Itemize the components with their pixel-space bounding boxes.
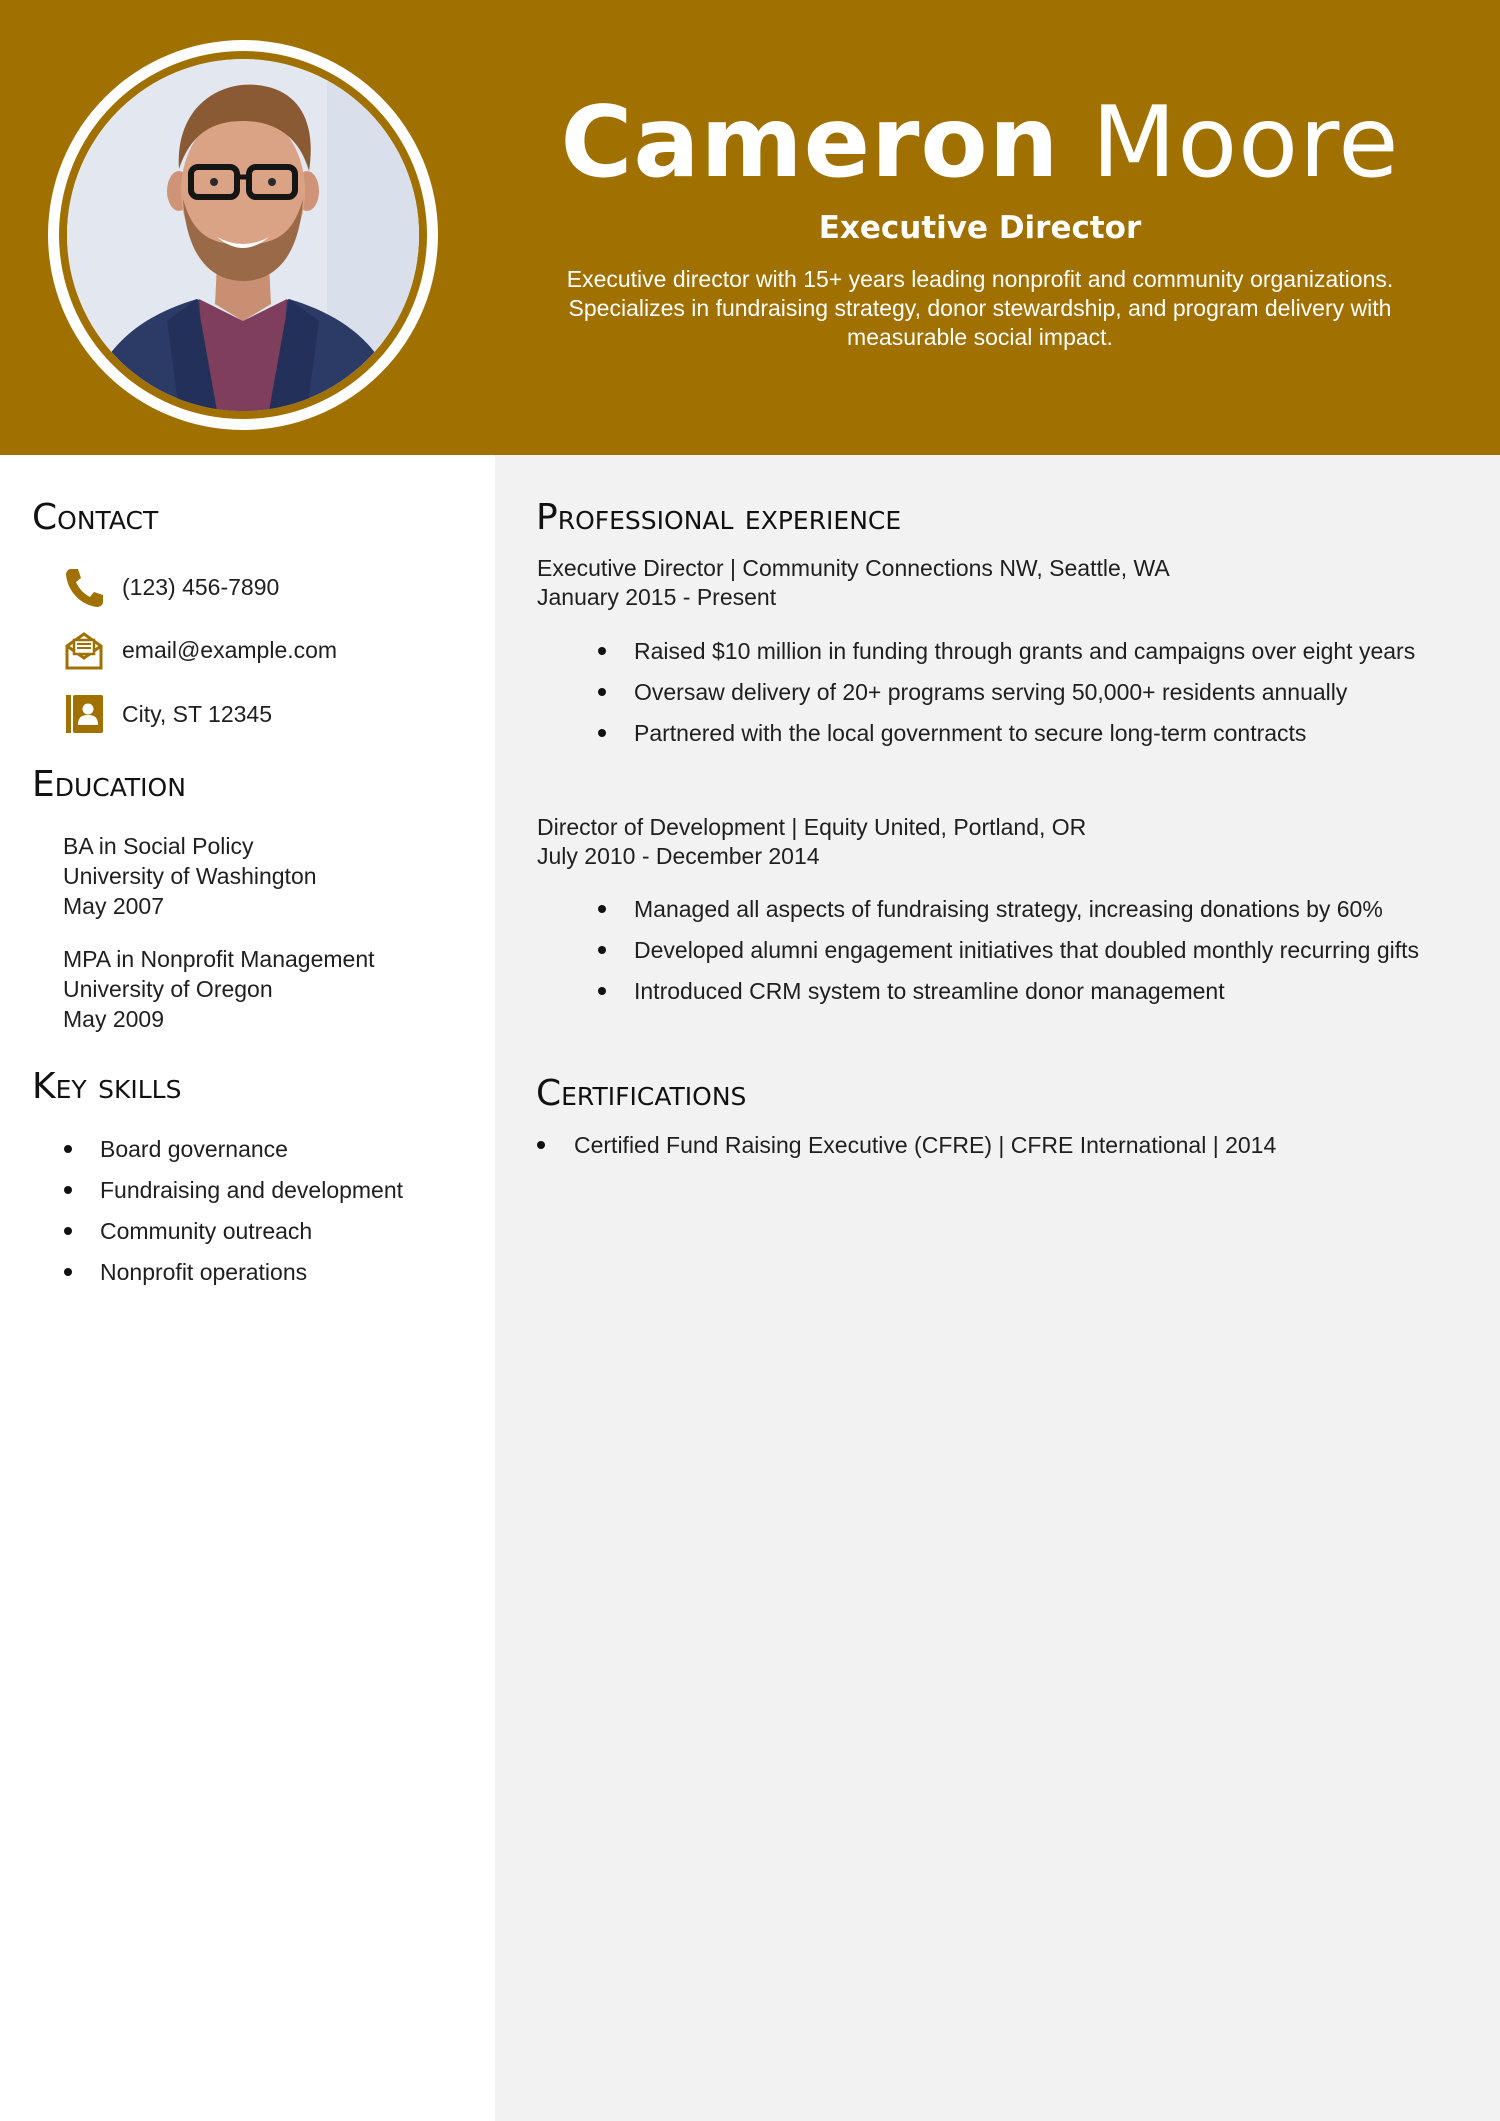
list-item: Nonprofit operations — [62, 1257, 403, 1287]
graduation-date: May 2007 — [63, 893, 165, 919]
education-entry — [63, 944, 375, 1034]
list-item: Partnered with the local government to secure long-term contracts — [598, 718, 1453, 748]
phone-icon — [62, 565, 106, 609]
contact-phone — [62, 565, 482, 609]
list-item: Raised $10 million in funding through grants and campaigns over eight years — [598, 636, 1453, 666]
experience-heading: Professional experience — [536, 497, 902, 538]
degree: BA in Social Policy — [63, 833, 254, 859]
profile-photo — [67, 59, 419, 411]
email-icon — [62, 628, 106, 672]
certifications-list — [537, 1130, 1437, 1160]
job-header — [537, 554, 1170, 612]
job-role: Executive Director | Community Connections NW, Seattle, WA — [537, 555, 1170, 581]
list-item: Oversaw delivery of 20+ programs serving 50,000+ residents annually — [598, 677, 1453, 707]
last-name: Moore — [1091, 86, 1400, 200]
list-item: Certified Fund Raising Executive (CFRE) | CFRE International | 2014 — [537, 1130, 1437, 1160]
job-dates: July 2010 - December 2014 — [537, 843, 820, 869]
professional-summary: Executive director with 15+ years leading nonprofit and community organizations. Specializes in fundraising strategy, donor stewardship, and program delivery with measurable social impact. — [566, 266, 1394, 350]
list-item: Managed all aspects of fundraising strategy, increasing donations by 60% — [598, 894, 1453, 924]
first-name: Cameron — [560, 86, 1060, 200]
phone-number: (123) 456-7890 — [122, 574, 280, 600]
address-icon — [62, 692, 106, 736]
list-item: Board governance — [62, 1134, 403, 1164]
education-heading: Education — [32, 764, 186, 805]
skills-heading: Key skills — [32, 1066, 182, 1107]
job-achievements — [598, 894, 1453, 1017]
school: University of Washington — [63, 863, 317, 889]
list-item: Developed alumni engagement initiatives that doubled monthly recurring gifts — [598, 935, 1453, 965]
skills-list — [62, 1134, 403, 1298]
email-address: email@example.com — [122, 637, 338, 663]
job-header — [537, 813, 1086, 871]
degree: MPA in Nonprofit Management — [63, 946, 375, 972]
location: City, ST 12345 — [122, 701, 273, 727]
education-entry — [63, 831, 317, 921]
job-achievements — [598, 636, 1453, 759]
job-title: Executive Director — [818, 210, 1142, 246]
list-item: Introduced CRM system to streamline donor management — [598, 976, 1453, 1006]
candidate-name — [560, 88, 1400, 198]
contact-email — [62, 628, 482, 672]
list-item: Fundraising and development — [62, 1175, 403, 1205]
profile-photo-frame — [48, 40, 438, 430]
list-item: Community outreach — [62, 1216, 403, 1246]
job-dates: January 2015 - Present — [537, 584, 777, 610]
school: University of Oregon — [63, 976, 273, 1002]
header-banner — [0, 0, 1500, 455]
job-role: Director of Development | Equity United, Portland, OR — [537, 814, 1087, 840]
contact-heading: Contact — [32, 497, 159, 538]
contact-address — [62, 692, 482, 736]
graduation-date: May 2009 — [63, 1006, 165, 1032]
certifications-heading: Certifications — [536, 1073, 747, 1114]
